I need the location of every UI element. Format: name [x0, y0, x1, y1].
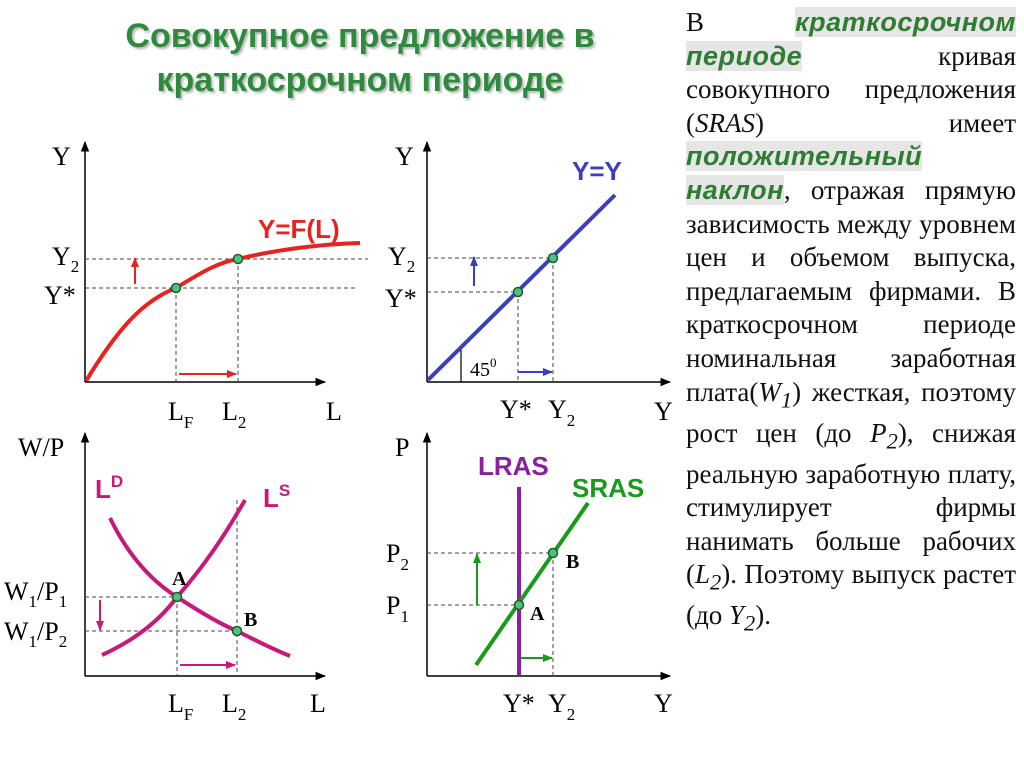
- line45-point-ystar: [514, 288, 523, 297]
- production-curve-label: Y=F(L): [258, 214, 340, 244]
- text-part: ), снижая реальную заработную плату, стимулирует фирмы нанимать больше рабочих (: [686, 417, 1016, 590]
- text-l2: $L_2$: [695, 559, 722, 595]
- text-part: ) жесткая, поэтому рост цен (до: [686, 376, 1016, 448]
- text-w1: $W_1$: [758, 376, 793, 412]
- line45-panel: [385, 142, 673, 430]
- explanation-text: [686, 6, 1016, 640]
- labor-xtick-lf: $L_F$: [168, 689, 194, 724]
- labor-x-axis-label: L: [310, 689, 326, 718]
- as-xtick-y2: $Y_2$: [548, 689, 576, 724]
- labor-point-b-label: B: [244, 609, 258, 631]
- line45-ytick-y2: $Y_2$: [388, 242, 416, 276]
- highlight-short-run: краткосрочном периоде: [686, 7, 1016, 71]
- line45-x-axis-label: Y: [654, 397, 673, 426]
- text-sras-term: SRAS: [695, 107, 755, 138]
- prod-y-axis-label: Y: [52, 142, 71, 171]
- text-p2: $P_2$: [870, 417, 898, 453]
- line-45-degree: [428, 195, 615, 380]
- labor-y-axis-label: W/P: [18, 433, 65, 462]
- prod-ytick-y2: $Y_2$: [52, 242, 80, 276]
- text-part: В: [686, 7, 795, 37]
- highlight-positive-slope: положительный наклон: [686, 141, 923, 205]
- angle-label: $45^0$: [470, 355, 497, 381]
- as-xtick-ystar: Y*: [503, 689, 535, 718]
- prod-point-l2: [234, 255, 243, 264]
- line45-y-axis-label: Y: [395, 142, 414, 171]
- labor-panel: [4, 433, 326, 724]
- title-line-1: Совокупное предложение в: [125, 17, 595, 55]
- sras-line: [476, 503, 588, 665]
- labor-demand-label: $L^D$: [95, 472, 124, 504]
- labor-ytick-w1p1: $W_1/P_1$: [4, 577, 68, 611]
- line45-xtick-ystar: Y*: [500, 395, 532, 424]
- sras-label: SRAS: [572, 473, 645, 503]
- text-part: ).: [755, 600, 772, 631]
- labor-point-a: [173, 593, 182, 602]
- as-x-axis-label: Y: [654, 689, 673, 718]
- production-panel: [44, 142, 368, 432]
- line45-ytick-ystar: Y*: [385, 284, 417, 313]
- as-panel: [386, 433, 673, 724]
- prod-point-lf: [172, 284, 181, 293]
- line45-label: Y=Y: [572, 156, 622, 186]
- labor-point-a-label: A: [172, 568, 187, 590]
- text-part: , отражая прямую зависимость между уровнем цен и объемом выпуска, предлагаемым фирмами. В краткосрочном периоде номинальная заработная плата(: [686, 174, 1016, 407]
- text-part: ). Поэтому выпуск растет (до: [686, 559, 1016, 631]
- labor-point-b: [233, 627, 242, 636]
- prod-xtick-lf: $L_F$: [168, 397, 194, 432]
- labor-xtick-l2: $L_2$: [222, 689, 247, 724]
- prod-xtick-l2: $L_2$: [222, 397, 247, 432]
- line45-xtick-y2: $Y_2$: [548, 395, 576, 430]
- production-curve: [86, 243, 360, 381]
- labor-ytick-w1p2: $W_1/P_2$: [4, 617, 68, 651]
- title-line-2: краткосрочном периоде: [156, 61, 564, 99]
- text-part: кривая совокупного предложения (: [686, 40, 1016, 138]
- text-y2: $Y_2$: [728, 600, 756, 636]
- lras-label: LRAS: [478, 451, 549, 481]
- as-ytick-p1: $P_1$: [386, 591, 409, 626]
- as-point-a: [515, 601, 524, 610]
- line45-point-y2: [549, 254, 558, 263]
- as-y-axis-label: P: [395, 433, 410, 462]
- text-part: ) имеет: [755, 107, 1016, 138]
- prod-x-axis-label: L: [326, 397, 342, 426]
- as-point-a-label: A: [530, 603, 545, 625]
- as-point-b-label: B: [566, 551, 580, 573]
- as-point-b: [549, 549, 558, 558]
- labor-supply-label: $L^S$: [263, 481, 291, 513]
- prod-ytick-ystar: Y*: [44, 281, 76, 310]
- as-ytick-p2: $P_2$: [386, 539, 409, 574]
